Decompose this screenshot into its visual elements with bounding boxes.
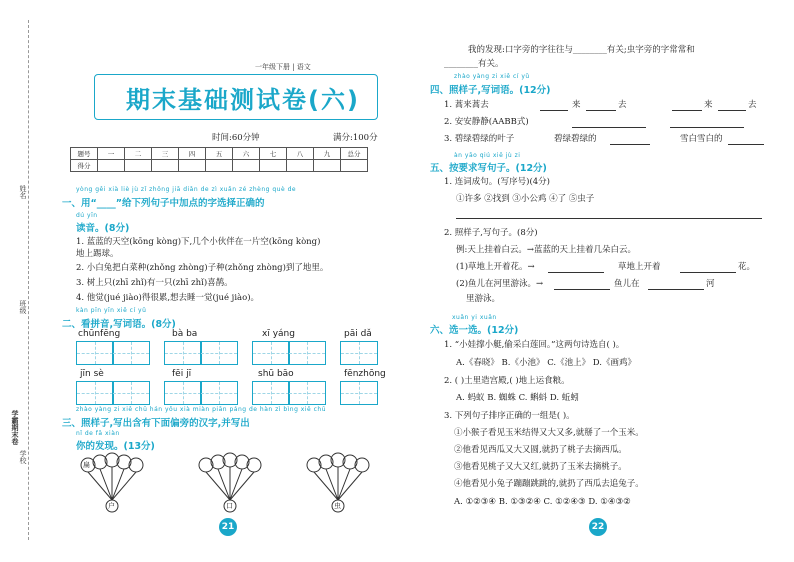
word-options: ①许多 ②找到 ③小公鸡 ④了 ⑤虫子 [456, 194, 595, 204]
word-part: 来 [572, 100, 581, 110]
discovery-line: 我的发现:口字旁的字往往与________有关;虫字旁的字常常和 [468, 45, 695, 55]
score-header-cell: 七 [260, 148, 287, 160]
sentence-part: 鱼儿在 [614, 279, 640, 289]
section4-title: 四、照样子,写词语。(12分) [430, 85, 551, 96]
answer-blank[interactable] [586, 110, 616, 111]
word-part: 雪白雪白的 [680, 134, 723, 144]
score-input-cell[interactable] [179, 160, 206, 172]
answer-line[interactable] [456, 218, 762, 219]
answer-blank[interactable] [718, 110, 746, 111]
score-header-cell: 九 [314, 148, 341, 160]
writing-grid[interactable] [200, 341, 238, 365]
section2-pinyin: kàn pīn yīn xiě cí yǔ [76, 307, 147, 314]
score-input-cell[interactable] [206, 160, 233, 172]
pinyin-prompt: pāi dǎ [344, 329, 372, 339]
score-header-cell: 五 [206, 148, 233, 160]
word-part: 去 [618, 100, 627, 110]
name-label: 姓名 [19, 185, 27, 199]
choice-options[interactable]: A.《春晓》 B.《小池》 C.《池上》 D.《画鸡》 [456, 358, 637, 368]
question-item: 地上踢球。 [76, 249, 119, 259]
pinyin-prompt: fēi jī [172, 369, 192, 379]
section1-pinyin2: dú yīn [76, 212, 98, 219]
class-label: 班级 [19, 300, 27, 314]
writing-grid[interactable] [112, 381, 150, 405]
question-item: 3. 碧绿碧绿的叶子 [444, 134, 515, 144]
answer-blank[interactable] [572, 127, 646, 128]
answer-blank[interactable] [672, 110, 702, 111]
brand-label: 学霸期末卷 [11, 410, 20, 445]
answer-blank[interactable] [648, 289, 704, 290]
score-input-cell[interactable] [233, 160, 260, 172]
word-part: 碧绿碧绿的 [554, 134, 597, 144]
question-item: 1. 蒿来蒿去 [444, 100, 489, 110]
section1-title2: 读音。(8分) [76, 223, 130, 234]
question-item: 1. “小娃撑小艇,偷采白莲回。”这两句诗选自( )。 [444, 340, 625, 350]
sentence-part: 花。 [738, 262, 756, 272]
score-header-cell: 八 [287, 148, 314, 160]
section4-pinyin: zhào yàng zi xiě cí yǔ [454, 73, 530, 80]
answer-blank[interactable] [610, 144, 650, 145]
score-input-cell[interactable] [125, 160, 152, 172]
section1-pinyin: yòng gěi xià liè jù zǐ zhōng jiā diǎn de zì xuǎn zé zhèng què de [76, 186, 297, 193]
sentence-part: 里游泳。 [466, 294, 501, 304]
question-item: 1. 连词成句。(写序号)(4分) [444, 177, 550, 187]
section2-title: 二、看拼音,写词语。(8分) [62, 319, 176, 330]
answer-blank[interactable] [554, 289, 610, 290]
pinyin-prompt: shū bāo [258, 369, 294, 379]
pinyin-prompt: chūnfēng [78, 329, 121, 339]
page-number: 22 [589, 518, 607, 536]
cut-line [28, 20, 29, 540]
score-header-cell: 三 [152, 148, 179, 160]
question-item: 2. 小白兔把白菜种(zhǒng zhòng)子种(zhǒng zhòng)到了地里。 [76, 263, 329, 273]
writing-grid[interactable] [200, 381, 238, 405]
answer-blank[interactable] [728, 144, 764, 145]
discovery-line: ________有关。 [444, 59, 504, 69]
pinyin-prompt: xī yáng [262, 329, 295, 339]
writing-grid[interactable] [252, 381, 290, 405]
question-item: 4. 他觉(jué jiào)得很累,想去睡一觉(jué jiào)。 [76, 293, 260, 303]
section5-title: 五、按要求写句子。(12分) [430, 163, 547, 174]
writing-grid[interactable] [76, 341, 114, 365]
score-input-cell[interactable] [98, 160, 125, 172]
section3-pinyin: zhào yàng zi xiě chū hán yǒu xià miàn piān páng de hàn zì bìng xiě chū [76, 406, 327, 413]
score-input-cell[interactable] [314, 160, 341, 172]
section3-title: 三、照样子,写出含有下面偏旁的汉字,并写出 [62, 418, 250, 429]
score-input-cell[interactable] [260, 160, 287, 172]
score-header-cell: 总分 [341, 148, 368, 160]
score-input-cell[interactable] [152, 160, 179, 172]
score-header-cell: 题号 [71, 148, 98, 160]
choice-options[interactable]: A. 蚂蚁 B. 蜘蛛 C. 蝌蚪 D. 蚯蚓 [456, 393, 579, 403]
sentence-part: 草地上开着 [618, 262, 661, 272]
radical-label: 口 [226, 502, 233, 510]
sentence-option: ①小猴子看见玉米结得又大又多,就掰了一个玉米。 [454, 428, 644, 438]
writing-grid[interactable] [252, 341, 290, 365]
section6-pinyin: xuǎn yi xuǎn [452, 314, 497, 321]
score-header-cell: 六 [233, 148, 260, 160]
score-table [70, 147, 368, 172]
choice-options[interactable]: A. ①②③④ B. ①③②④ C. ①②④③ D. ①④③② [454, 497, 631, 507]
section3-title2: 你的发现。(13分) [76, 441, 155, 452]
score-row-label: 得分 [71, 160, 98, 172]
sentence-option: ③他看见桃子又大又红,就扔了玉米去摘桃子。 [454, 462, 627, 472]
pinyin-prompt: fēnzhōng [344, 369, 386, 379]
writing-grid[interactable] [112, 341, 150, 365]
pinyin-prompt: bà ba [172, 329, 198, 339]
question-item: 3. 下列句子排序正确的一组是( )。 [444, 411, 575, 421]
score-header-cell: 四 [179, 148, 206, 160]
answer-blank[interactable] [670, 127, 744, 128]
school-label: 学校 [19, 450, 27, 464]
writing-grid[interactable] [340, 381, 378, 405]
question-item: 3. 树上只(zhī zhǐ)有一只(zhī zhǐ)喜鹊。 [76, 278, 233, 288]
writing-grid[interactable] [340, 341, 378, 365]
score-input-cell[interactable] [287, 160, 314, 172]
pinyin-prompt: jīn sè [80, 369, 104, 379]
score-header-cell: 一 [98, 148, 125, 160]
writing-grid[interactable] [76, 381, 114, 405]
sentence-option: ②他看见西瓜又大又圆,就扔了桃子去摘西瓜。 [454, 445, 627, 455]
score-header-cell: 二 [125, 148, 152, 160]
time-limit: 时间:60分钟 [212, 133, 260, 143]
score-input-cell[interactable] [341, 160, 368, 172]
writing-grid[interactable] [288, 341, 326, 365]
section5-pinyin: àn yāo qiú xiě jù zi [454, 152, 521, 159]
example-sentence: 例:天上挂着白云。→蓝蓝的天上挂着几朵白云。 [456, 245, 636, 255]
section3-pinyin2: nǐ de fā xiàn [76, 430, 120, 437]
question-item: 2. 安安静静(AABB式) [444, 117, 529, 127]
answer-blank[interactable] [680, 272, 736, 273]
question-item: 2. 照样子,写句子。(8分) [444, 228, 538, 238]
answer-blank[interactable] [540, 110, 568, 111]
binding-margin [4, 20, 44, 540]
writing-grid[interactable] [164, 341, 202, 365]
sentence-option: ④他看见小兔子蹦蹦跳跳的,就扔了西瓜去追兔子。 [454, 479, 644, 489]
sentence-part: 河 [706, 279, 715, 289]
full-score: 满分:100分 [333, 133, 378, 143]
word-part: 来 [704, 100, 713, 110]
question-item: 2. ( )土里造宫殿,( )地上运食粮。 [444, 376, 570, 386]
word-part: 去 [748, 100, 757, 110]
page-number: 21 [219, 518, 237, 536]
radical-label: 户 [108, 502, 115, 510]
example-char: 扁 [83, 461, 90, 469]
writing-grid[interactable] [288, 381, 326, 405]
section6-title: 六、选一选。(12分) [430, 325, 519, 336]
grade-subject: 一年级下册 | 语文 [255, 63, 311, 71]
page-title: 期末基础测试卷(六) [126, 86, 360, 114]
sentence-prompt: (1)草地上开着花。→ [456, 262, 535, 272]
answer-blank[interactable] [548, 272, 604, 273]
section1-title: 一、用“____”给下列句子中加点的字选择正确的 [62, 198, 265, 209]
sentence-prompt: (2)鱼儿在河里游泳。→ [456, 279, 544, 289]
question-item: 1. 蓝蓝的天空(kōng kòng)下,几个小伙伴在一片空(kōng kòng) [76, 237, 321, 247]
radical-label: 虫 [334, 502, 341, 510]
writing-grid[interactable] [164, 381, 202, 405]
